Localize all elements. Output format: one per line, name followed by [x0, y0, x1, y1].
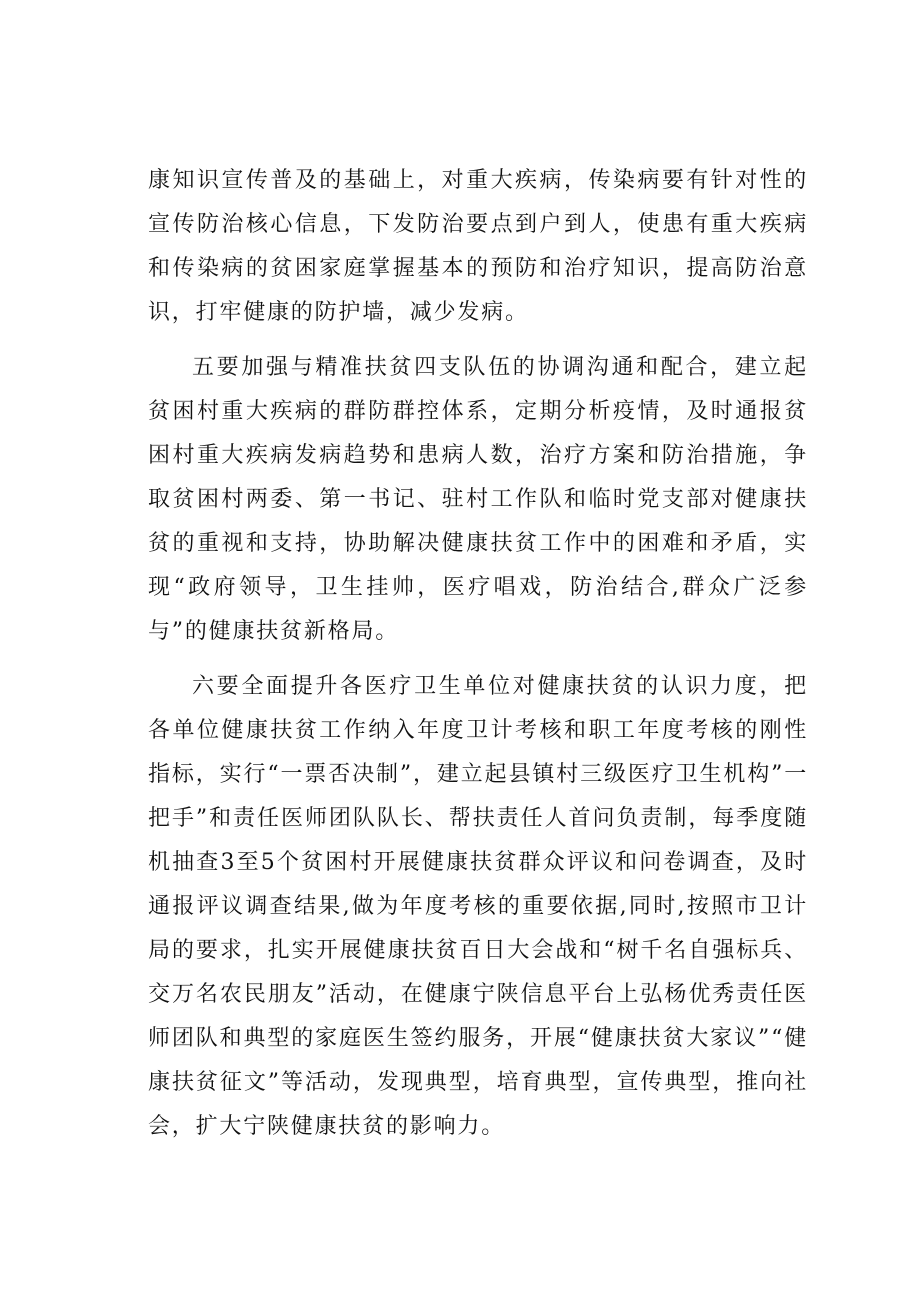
paragraph-five-coordination: 五要加强与精准扶贫四支队伍的协调沟通和配合，建立起贫困村重大疾病的群防群控体系，定期分析疫情，及时通报贫困村重大疾病发病趋势和患病人数，治疗方案和防治措施，争取贫困村两委、第一书记、驻村工作队和临时党支部对健康扶贫的重视和支持，协助解决健康扶贫工作中的困难和矛盾，实现“政府领导，卫生挂帅，医疗唱戏，防治结合,群众广泛参与”的健康扶贫新格局。 — [148, 355, 808, 644]
document-body — [148, 159, 808, 1160]
paragraph-health-education: 康知识宣传普及的基础上，对重大疾病，传染病要有针对性的宣传防治核心信息，下发防治要点到户到人，使患有重大疾病和传染病的贫困家庭掌握基本的预防和治疗知识，提高防治意识，打牢健康的防护墙，减少发病。 — [148, 168, 808, 325]
paragraph-six-assessment: 六要全面提升各医疗卫生单位对健康扶贫的认识力度，把各单位健康扶贫工作纳入年度卫计考核和职工年度考核的刚性指标，实行“一票否决制”，建立起县镇村三级医疗卫生机构”一把手”和责任医师团队队长、帮扶责任人首问负责制，每季度随机抽查3至5个贫困村开展健康扶贫群众评议和问卷调查，及时通报评议调查结果,做为年度考核的重要依据,同时,按照市卫计局的要求，扎实开展健康扶贫百日大会战和“树千名自强标兵、交万名农民朋友”活动，在健康宁陕信息平台上弘杨优秀责任医师团队和典型的家庭医生签约服务，开展“健康扶贫大家议”“健康扶贫征文”等活动，发现典型，培育典型，宣传典型，推向社会，扩大宁陕健康扶贫的影响力。 — [148, 674, 808, 1139]
